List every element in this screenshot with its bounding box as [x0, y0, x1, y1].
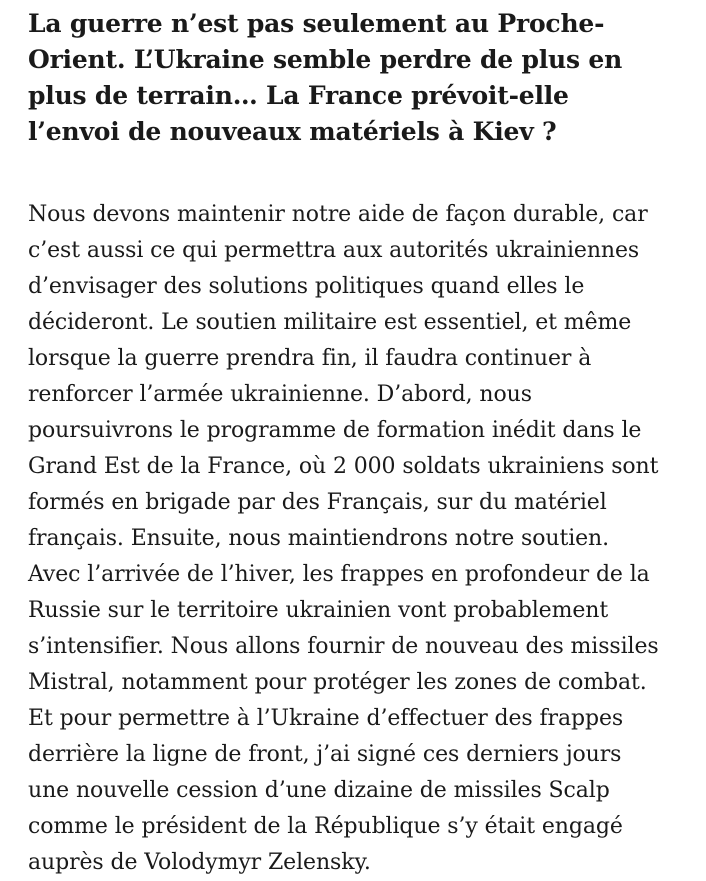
- interview-answer: Nous devons maintenir notre aide de façon durable, car c’est aussi ce qui permettra aux autorités ukrainiennes d’envisager des solutions politiques quand elles le décideront. Le soutien militaire est essentiel, et même lorsque la guerre prendra fin, il faudra continuer à renforcer l’armée ukrainienne. D’abord, nous poursuivrons le programme de formation inédit dans le Grand Est de la France, où 2 000 soldats ukrainiens sont formés en brigade par des Français, sur du matériel français. Ensuite, nous maintiendrons notre soutien. Avec l’arrivée de l’hiver, les frappes en profondeur de la Russie sur le territoire ukrainien vont probablement s’intensifier. Nous allons fournir de nouveau des missiles Mistral, notamment pour protéger les zones de combat. Et pour permettre à l’Ukraine d’effectuer des frappes derrière la ligne de front, j’ai signé ces derniers jours une nouvelle cession d’une dizaine de missiles Scalp comme le président de la République s’y était engagé auprès de Volodymyr Zelensky.: [28, 202, 659, 875]
- interview-question: La guerre n’est pas seulement au Proche-Orient. L’Ukraine semble perdre de plus en plus de terrain… La France prévoit-elle l’envoi de nouveaux matériels à Kiev ?: [28, 9, 623, 146]
